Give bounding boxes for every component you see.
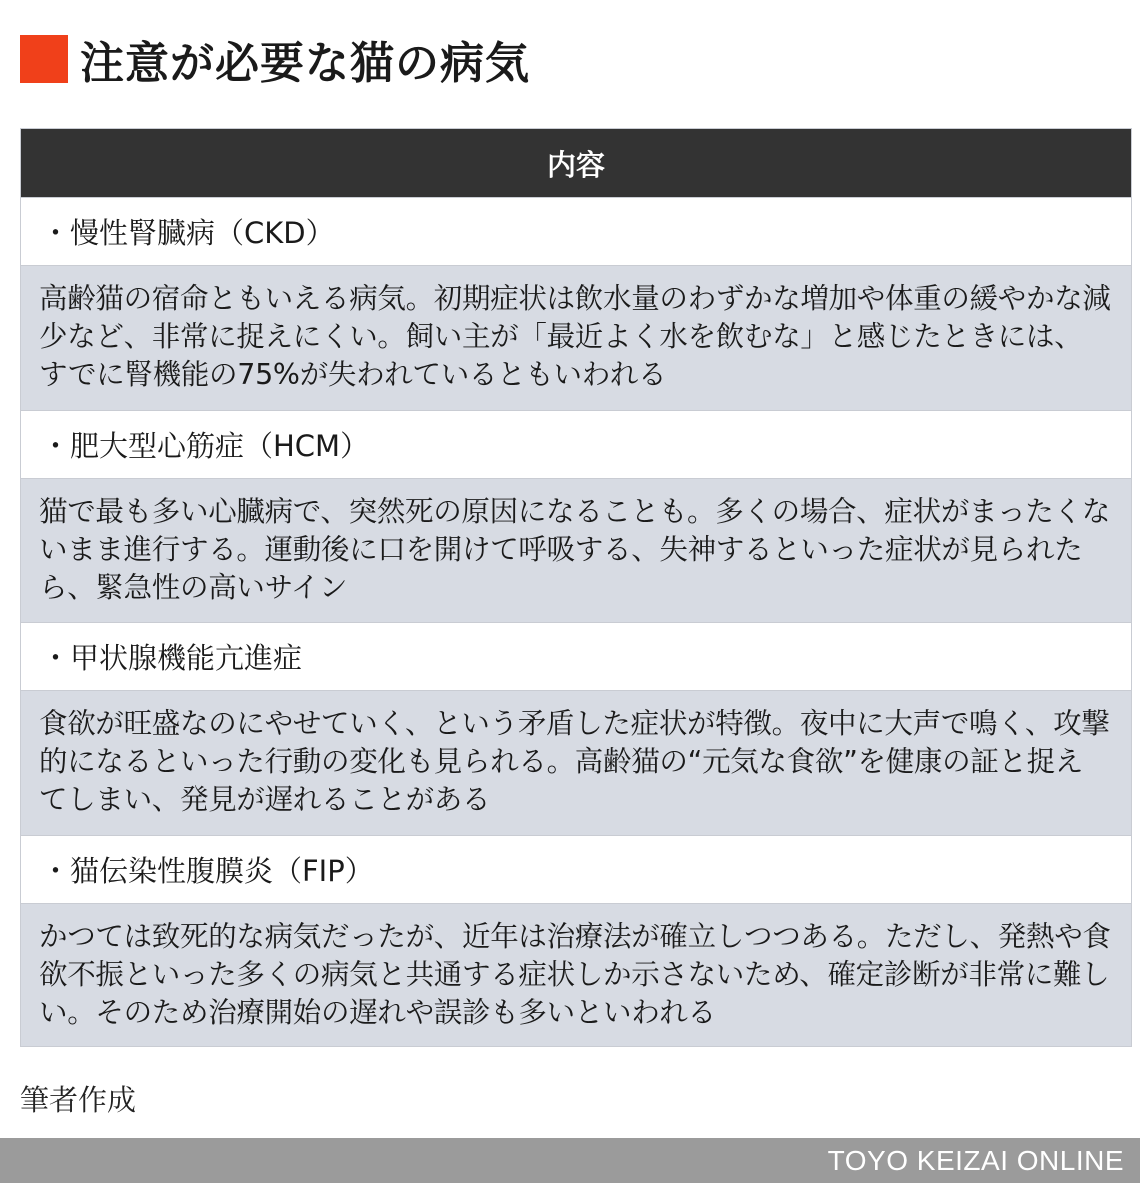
footer-brand: TOYO KEIZAI ONLINE	[827, 1144, 1124, 1176]
page-title-bar	[20, 28, 530, 90]
disease-name-row: ・肥大型心筋症（HCM）	[21, 410, 1131, 478]
disease-description-row: 猫で最も多い心臓病で、突然死の原因になることも。多くの場合、症状がまったくないまま進行する。運動後に口を開けて呼吸する、失神するといった症状が見られたら、緊急性の高いサイン	[21, 478, 1131, 622]
disease-table	[20, 128, 1132, 1047]
disease-description-row: かつては致死的な病気だったが、近年は治療法が確立しつつある。ただし、発熱や食欲不振といった多くの病気と共通する症状しか示さないため、確定診断が非常に難しい。そのため治療開始の遅れや誤診も多いといわれる	[21, 903, 1131, 1046]
table-header: 内容	[21, 129, 1131, 197]
disease-name-row: ・甲状腺機能亢進症	[21, 622, 1131, 690]
page-title: 注意が必要な猫の病気	[80, 38, 530, 89]
disease-name-row: ・猫伝染性腹膜炎（FIP）	[21, 835, 1131, 903]
disease-description-row: 高齢猫の宿命ともいえる病気。初期症状は飲水量のわずかな増加や体重の緩やかな減少など、非常に捉えにくい。飼い主が「最近よく水を飲むな」と感じたときには、すでに腎機能の75%が失われているともいわれる	[21, 265, 1131, 410]
source-note: 筆者作成	[20, 1083, 137, 1117]
disease-description-row: 食欲が旺盛なのにやせていく、という矛盾した症状が特徴。夜中に大声で鳴く、攻撃的になるといった行動の変化も見られる。高齢猫の“元気な食欲”を健康の証と捉えてしまい、発見が遅れることがある	[21, 690, 1131, 835]
title-marker-square	[20, 35, 68, 83]
footer-bar	[0, 1138, 1140, 1183]
disease-name-row: ・慢性腎臓病（CKD）	[21, 197, 1131, 265]
